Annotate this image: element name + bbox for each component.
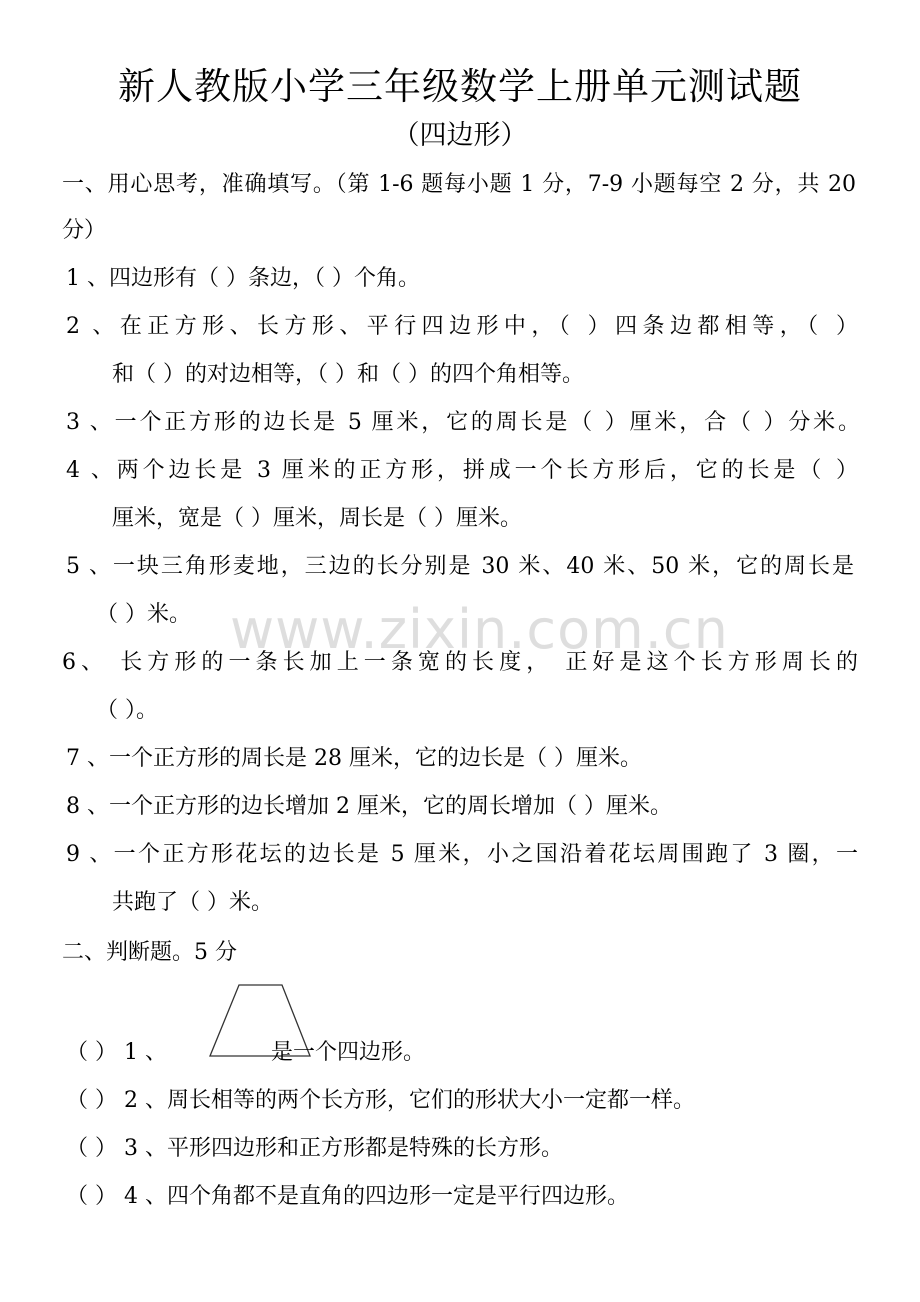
page-subtitle: （四边形） [392,120,528,151]
judge-1-prefix: （ ） 1 、 [66,1040,167,1065]
section1-heading-cont: 分） [62,218,107,243]
question-4: 4 、两个边长是 3 厘米的正方形，拼成一个长方形后，它的长是（ ） [66,458,858,483]
question-6: 6、 长方形的一条长加上一条宽的长度， 正好是这个长方形周长的 [62,650,858,675]
question-6-cont: （ ）。 [96,698,158,723]
judge-3: （ ） 3 、平形四边形和正方形都是特殊的长方形。 [66,1136,563,1161]
question-8: 8 、一个正方形的边长增加 2 厘米，它的周长增加（ ）厘米。 [66,794,672,819]
question-2: 2 、在正方形、长方形、平行四边形中，（ ）四条边都相等，（ ） [66,314,858,339]
judge-2: （ ） 2 、周长相等的两个长方形，它们的形状大小一定都一样。 [66,1088,695,1113]
section1-heading: 一、用心思考，准确填写。（第 1-6 题每小题 1 分，7-9 小题每空 2 分，共 20 [62,172,856,197]
judge-1-suffix: 是一个四边形。 [270,1040,425,1065]
question-4-cont: 厘米，宽是（ ）厘米，周长是（ ）厘米。 [112,506,522,531]
question-9: 9 、一个正方形花坛的边长是 5 厘米，小之国沿着花坛周围跑了 3 圈，一 [66,842,858,867]
question-7: 7 、一个正方形的周长是 28 厘米，它的边长是（ ）厘米。 [66,746,642,771]
question-2-cont: 和（ ）的对边相等，（ ）和（ ）的四个角相等。 [112,362,584,387]
question-1: 1 、四边形有（ ）条边，（ ）个角。 [66,266,420,291]
question-5-cont: （ ）米。 [96,602,191,627]
judge-1 [66,1036,425,1070]
page-title: 新人教版小学三年级数学上册单元测试题 [118,65,802,108]
watermark: www.zixin.com.cn [230,598,729,661]
section2-heading: 二、判断题。5 分 [62,940,237,965]
question-3: 3 、一个正方形的边长是 5 厘米，它的周长是（ ）厘米，合（ ）分米。 [66,410,860,435]
judge-4: （ ） 4 、四个角都不是直角的四边形一定是平行四边形。 [66,1184,629,1209]
question-5: 5 、一块三角形麦地，三边的长分别是 30 米、40 米、50 米，它的周长是 [66,554,854,579]
question-9-cont: 共跑了（ ）米。 [112,890,273,915]
